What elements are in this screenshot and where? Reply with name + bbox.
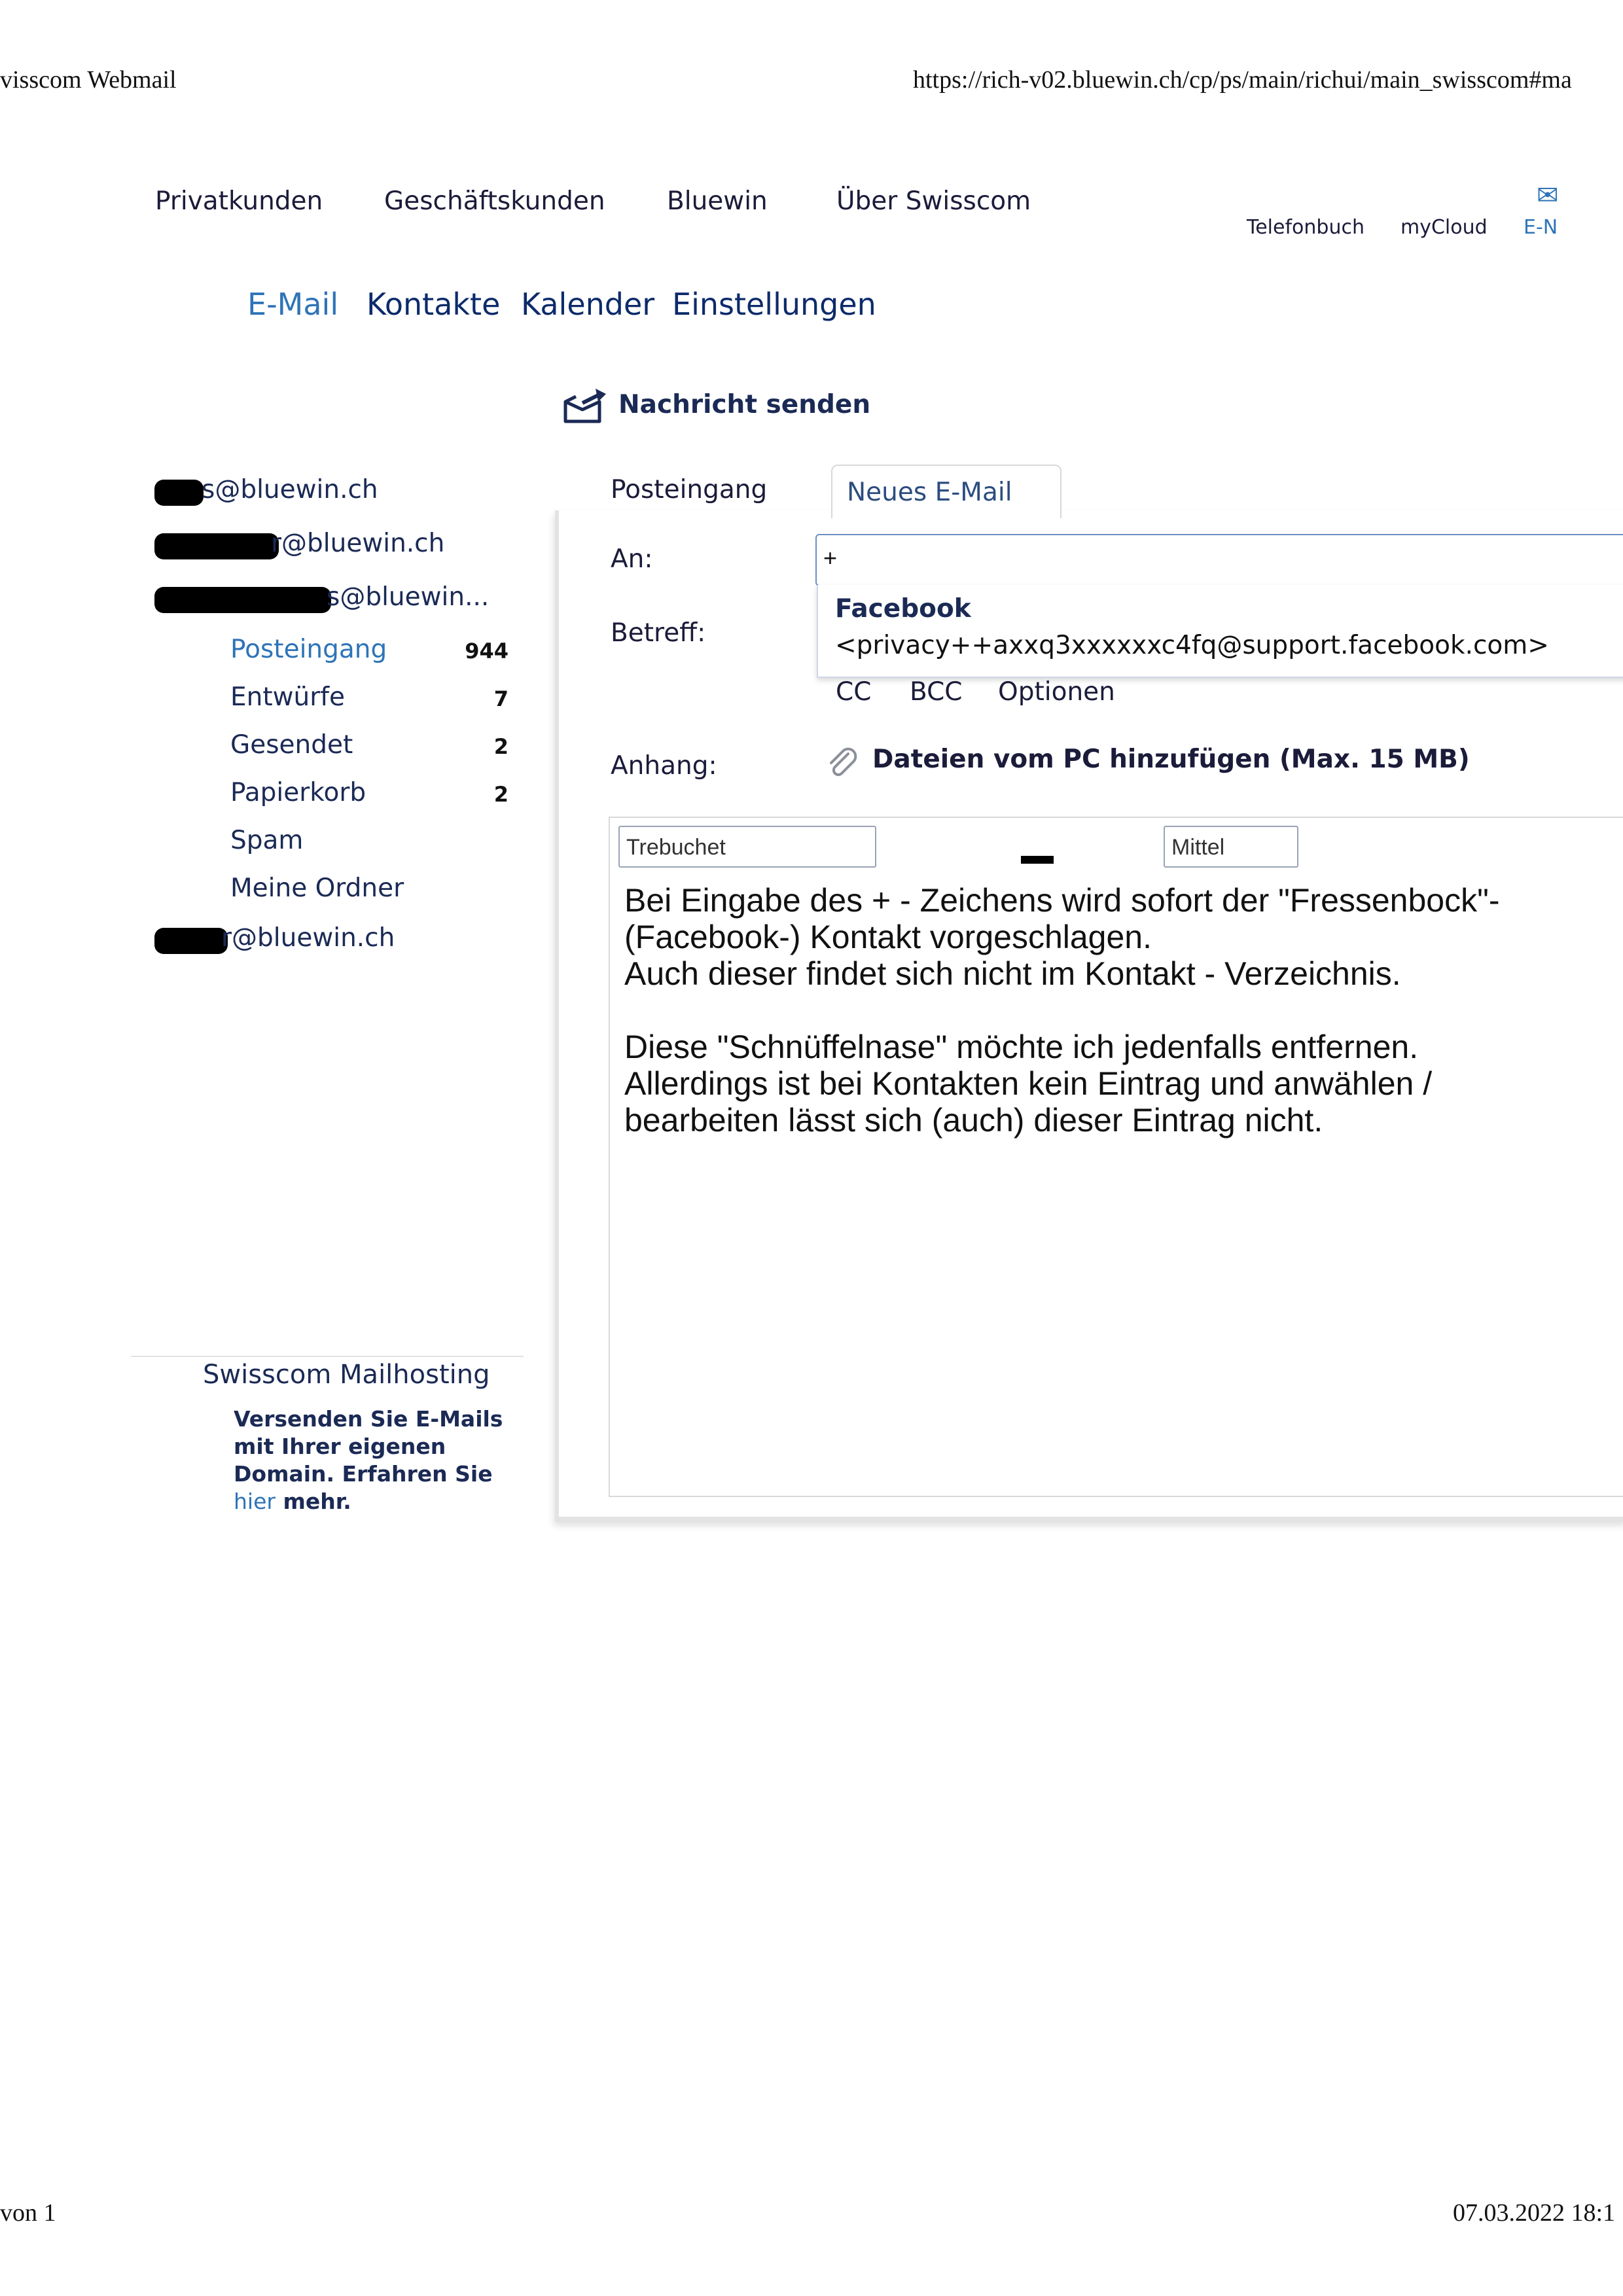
font-select[interactable] xyxy=(618,826,876,868)
tab-neues-email-label: Neues E-Mail xyxy=(847,478,1012,507)
site-nav-privatkunden[interactable]: Privatkunden xyxy=(155,186,323,216)
utility-email[interactable]: E-N xyxy=(1524,216,1558,239)
folder-gesendet[interactable]: Gesendet xyxy=(230,730,353,760)
paperclip-icon xyxy=(826,746,860,780)
promo-text-tail: mehr. xyxy=(283,1489,351,1514)
autocomplete-suggestion[interactable] xyxy=(817,585,1623,678)
promo-link[interactable]: hier xyxy=(234,1489,276,1514)
attach-label: Anhang: xyxy=(611,751,717,781)
bcc-link[interactable]: BCC xyxy=(910,677,963,707)
suggestion-name: Facebook xyxy=(835,594,971,624)
send-message-label: Nachricht senden xyxy=(618,390,871,419)
redaction-mark xyxy=(154,928,228,954)
account-4[interactable]: r@bluewin.ch xyxy=(221,923,395,953)
account-1[interactable]: s@bluewin.ch xyxy=(202,475,378,504)
site-nav-geschaeftskunden[interactable]: Geschäftskunden xyxy=(384,186,605,216)
print-title: visscom Webmail xyxy=(0,66,177,94)
redaction-mark xyxy=(154,587,331,613)
tab-kontakte[interactable]: Kontakte xyxy=(366,287,501,322)
toolbar-marker xyxy=(1021,856,1054,864)
folder-entwuerfe[interactable]: Entwürfe xyxy=(230,682,346,712)
editor-toolbar xyxy=(609,817,1623,883)
tab-kalender[interactable]: Kalender xyxy=(521,287,655,322)
promo-title: Swisscom Mailhosting xyxy=(203,1360,490,1390)
cc-link[interactable]: CC xyxy=(836,677,872,707)
utility-mycloud[interactable]: myCloud xyxy=(1400,216,1488,239)
utility-telefonbuch[interactable]: Telefonbuch xyxy=(1247,216,1364,239)
to-input-value: + xyxy=(823,544,838,571)
site-nav-ueber-swisscom[interactable]: Über Swisscom xyxy=(836,186,1031,216)
print-page-number: von 1 xyxy=(0,2199,56,2227)
add-files-button[interactable]: Dateien vom PC hinzufügen (Max. 15 MB) xyxy=(872,745,1470,774)
folder-count: 944 xyxy=(465,639,508,663)
mail-icon[interactable]: ✉ xyxy=(1537,181,1559,210)
subject-label: Betreff: xyxy=(611,618,706,648)
suggestion-address: <privacy++axxq3xxxxxxc4fq@support.facebook.com> xyxy=(835,631,1549,660)
tab-email[interactable]: E-Mail xyxy=(247,287,339,322)
folder-papierkorb[interactable]: Papierkorb xyxy=(230,778,366,807)
size-select[interactable] xyxy=(1164,826,1298,868)
folder-posteingang[interactable]: Posteingang xyxy=(230,635,387,664)
tab-posteingang[interactable]: Posteingang xyxy=(611,475,768,504)
promo-text-body: Versenden Sie E-Mails mit Ihrer eigenen Domain. Erfahren Sie xyxy=(234,1406,503,1487)
folder-count: 2 xyxy=(493,782,508,807)
promo-text xyxy=(234,1405,508,1515)
tab-neues-email[interactable] xyxy=(831,465,1061,518)
optionen-link[interactable]: Optionen xyxy=(998,677,1115,707)
send-message-button[interactable] xyxy=(563,387,870,425)
message-body[interactable]: Bei Eingabe des + - Zeichens wird sofort der "Fressenbock"- (Facebook-) Kontakt vorgeschlagen. Auch dieser findet sich nicht im Kontakt - Verzeichnis. Diese "Schnüffelnase" möchte ich jedenfalls entfernen. Allerdings ist bei Kontakten kein Eintrag und anwählen / bearbeiten lässt sich (auch) dieser Eintrag nicht. xyxy=(624,882,1500,1139)
folder-spam[interactable]: Spam xyxy=(230,826,304,855)
account-2[interactable]: r@bluewin.ch xyxy=(271,529,445,558)
folder-count: 2 xyxy=(493,734,508,759)
message-editor[interactable] xyxy=(609,881,1623,1497)
folder-count: 7 xyxy=(493,686,508,711)
print-url: https://rich-v02.bluewin.ch/cp/ps/main/richui/main_swisscom#ma xyxy=(913,66,1572,94)
print-datetime: 07.03.2022 18:1 xyxy=(1453,2199,1616,2227)
send-mail-icon xyxy=(563,387,609,425)
account-3[interactable]: s@bluewin... xyxy=(327,582,490,612)
redaction-mark xyxy=(154,533,279,559)
redaction-mark xyxy=(154,480,204,506)
sidebar-divider xyxy=(131,1356,524,1357)
to-input[interactable] xyxy=(815,534,1623,586)
font-select-value: Trebuchet xyxy=(626,835,726,860)
site-nav-bluewin[interactable]: Bluewin xyxy=(667,186,768,216)
to-label: An: xyxy=(611,544,653,574)
tab-einstellungen[interactable]: Einstellungen xyxy=(672,287,876,322)
size-select-value: Mittel xyxy=(1171,835,1225,860)
folder-meine-ordner[interactable]: Meine Ordner xyxy=(230,874,404,903)
